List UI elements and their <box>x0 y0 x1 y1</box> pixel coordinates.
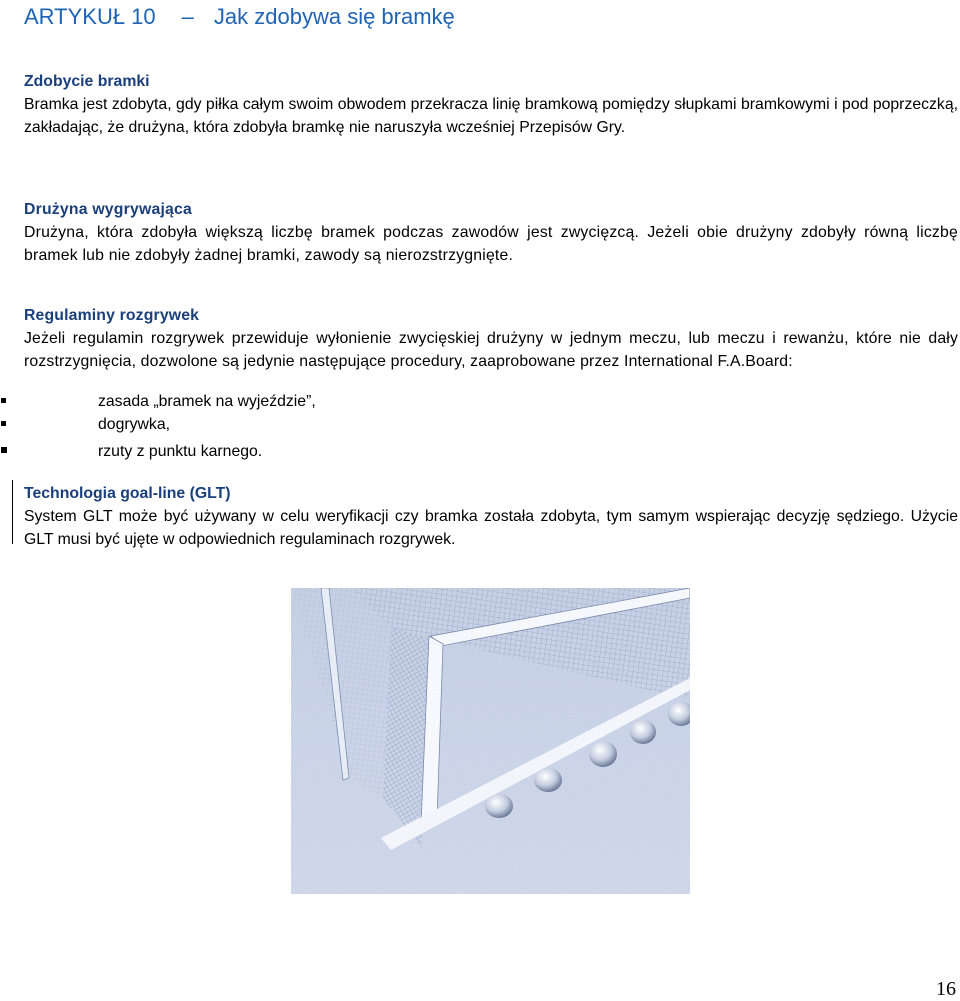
section-winning-team <box>24 198 958 267</box>
ball-icon <box>534 768 562 792</box>
ball-icon <box>630 720 656 744</box>
title-dash: – <box>181 4 194 29</box>
ball-icon <box>485 794 513 818</box>
section-competition-rules <box>24 304 958 373</box>
bullet-square-icon <box>1 398 6 403</box>
bullet-square-icon <box>1 421 6 426</box>
section-text: Drużyna, która zdobyła większą liczbę bramek podczas zawodów jest zwycięzcą. Jeżeli obie drużyny zdobyły równą liczbę bramek lub nie zdobyły żadnej bramki, zawody są nierozstrzygnięte. <box>24 224 958 264</box>
article-number: ARTYKUŁ 10 <box>24 4 156 29</box>
procedures-list <box>0 390 316 463</box>
section-heading: Drużyna wygrywająca <box>24 201 192 218</box>
section-heading: Technologia goal-line (GLT) <box>24 485 231 502</box>
section-text: System GLT może być używany w celu weryfikacji czy bramka została zdobyta, tym samym wspierając decyzję sędziego. Użycie GLT musi być ujęte w odpowiednich regulaminach rozgrywek. <box>24 508 958 548</box>
list-item-text: dogrywka, <box>98 416 170 433</box>
list-item <box>0 440 316 463</box>
page-number: 16 <box>936 978 956 1000</box>
goal-illustration-image <box>291 588 690 894</box>
list-item-text: zasada „bramek na wyjeździe”, <box>98 393 316 410</box>
section-heading: Regulaminy rozgrywek <box>24 307 200 324</box>
section-text: Bramka jest zdobyta, gdy piłka całym swoim obwodem przekracza linię bramkową pomiędzy słupkami bramkowymi i pod poprzeczką, zakładając, że drużyna, która zdobyła bramkę nie naruszyła wcześniej Przepisów Gry. <box>24 96 958 136</box>
list-item <box>0 413 316 436</box>
goal-line-illustration <box>291 588 690 894</box>
list-item-text: rzuty z punktu karnego. <box>98 443 263 460</box>
bullet-square-icon <box>1 447 7 453</box>
article-title: Jak zdobywa się bramkę <box>213 4 455 29</box>
section-heading: Zdobycie bramki <box>24 73 150 90</box>
section-text: Jeżeli regulamin rozgrywek przewiduje wyłonienie zwycięskiej drużyny w jednym meczu, lub meczu i rewanżu, które nie dały rozstrzygnięcia, dozwolone są jedynie następujące procedury, zaaprobowane przez International F.A.Board: <box>24 330 958 370</box>
section-goal-line-technology <box>24 482 958 551</box>
page-title <box>24 4 455 30</box>
list-item <box>0 390 316 413</box>
change-bar <box>12 480 13 544</box>
ball-icon <box>589 741 617 767</box>
section-goal-scored <box>24 70 958 139</box>
